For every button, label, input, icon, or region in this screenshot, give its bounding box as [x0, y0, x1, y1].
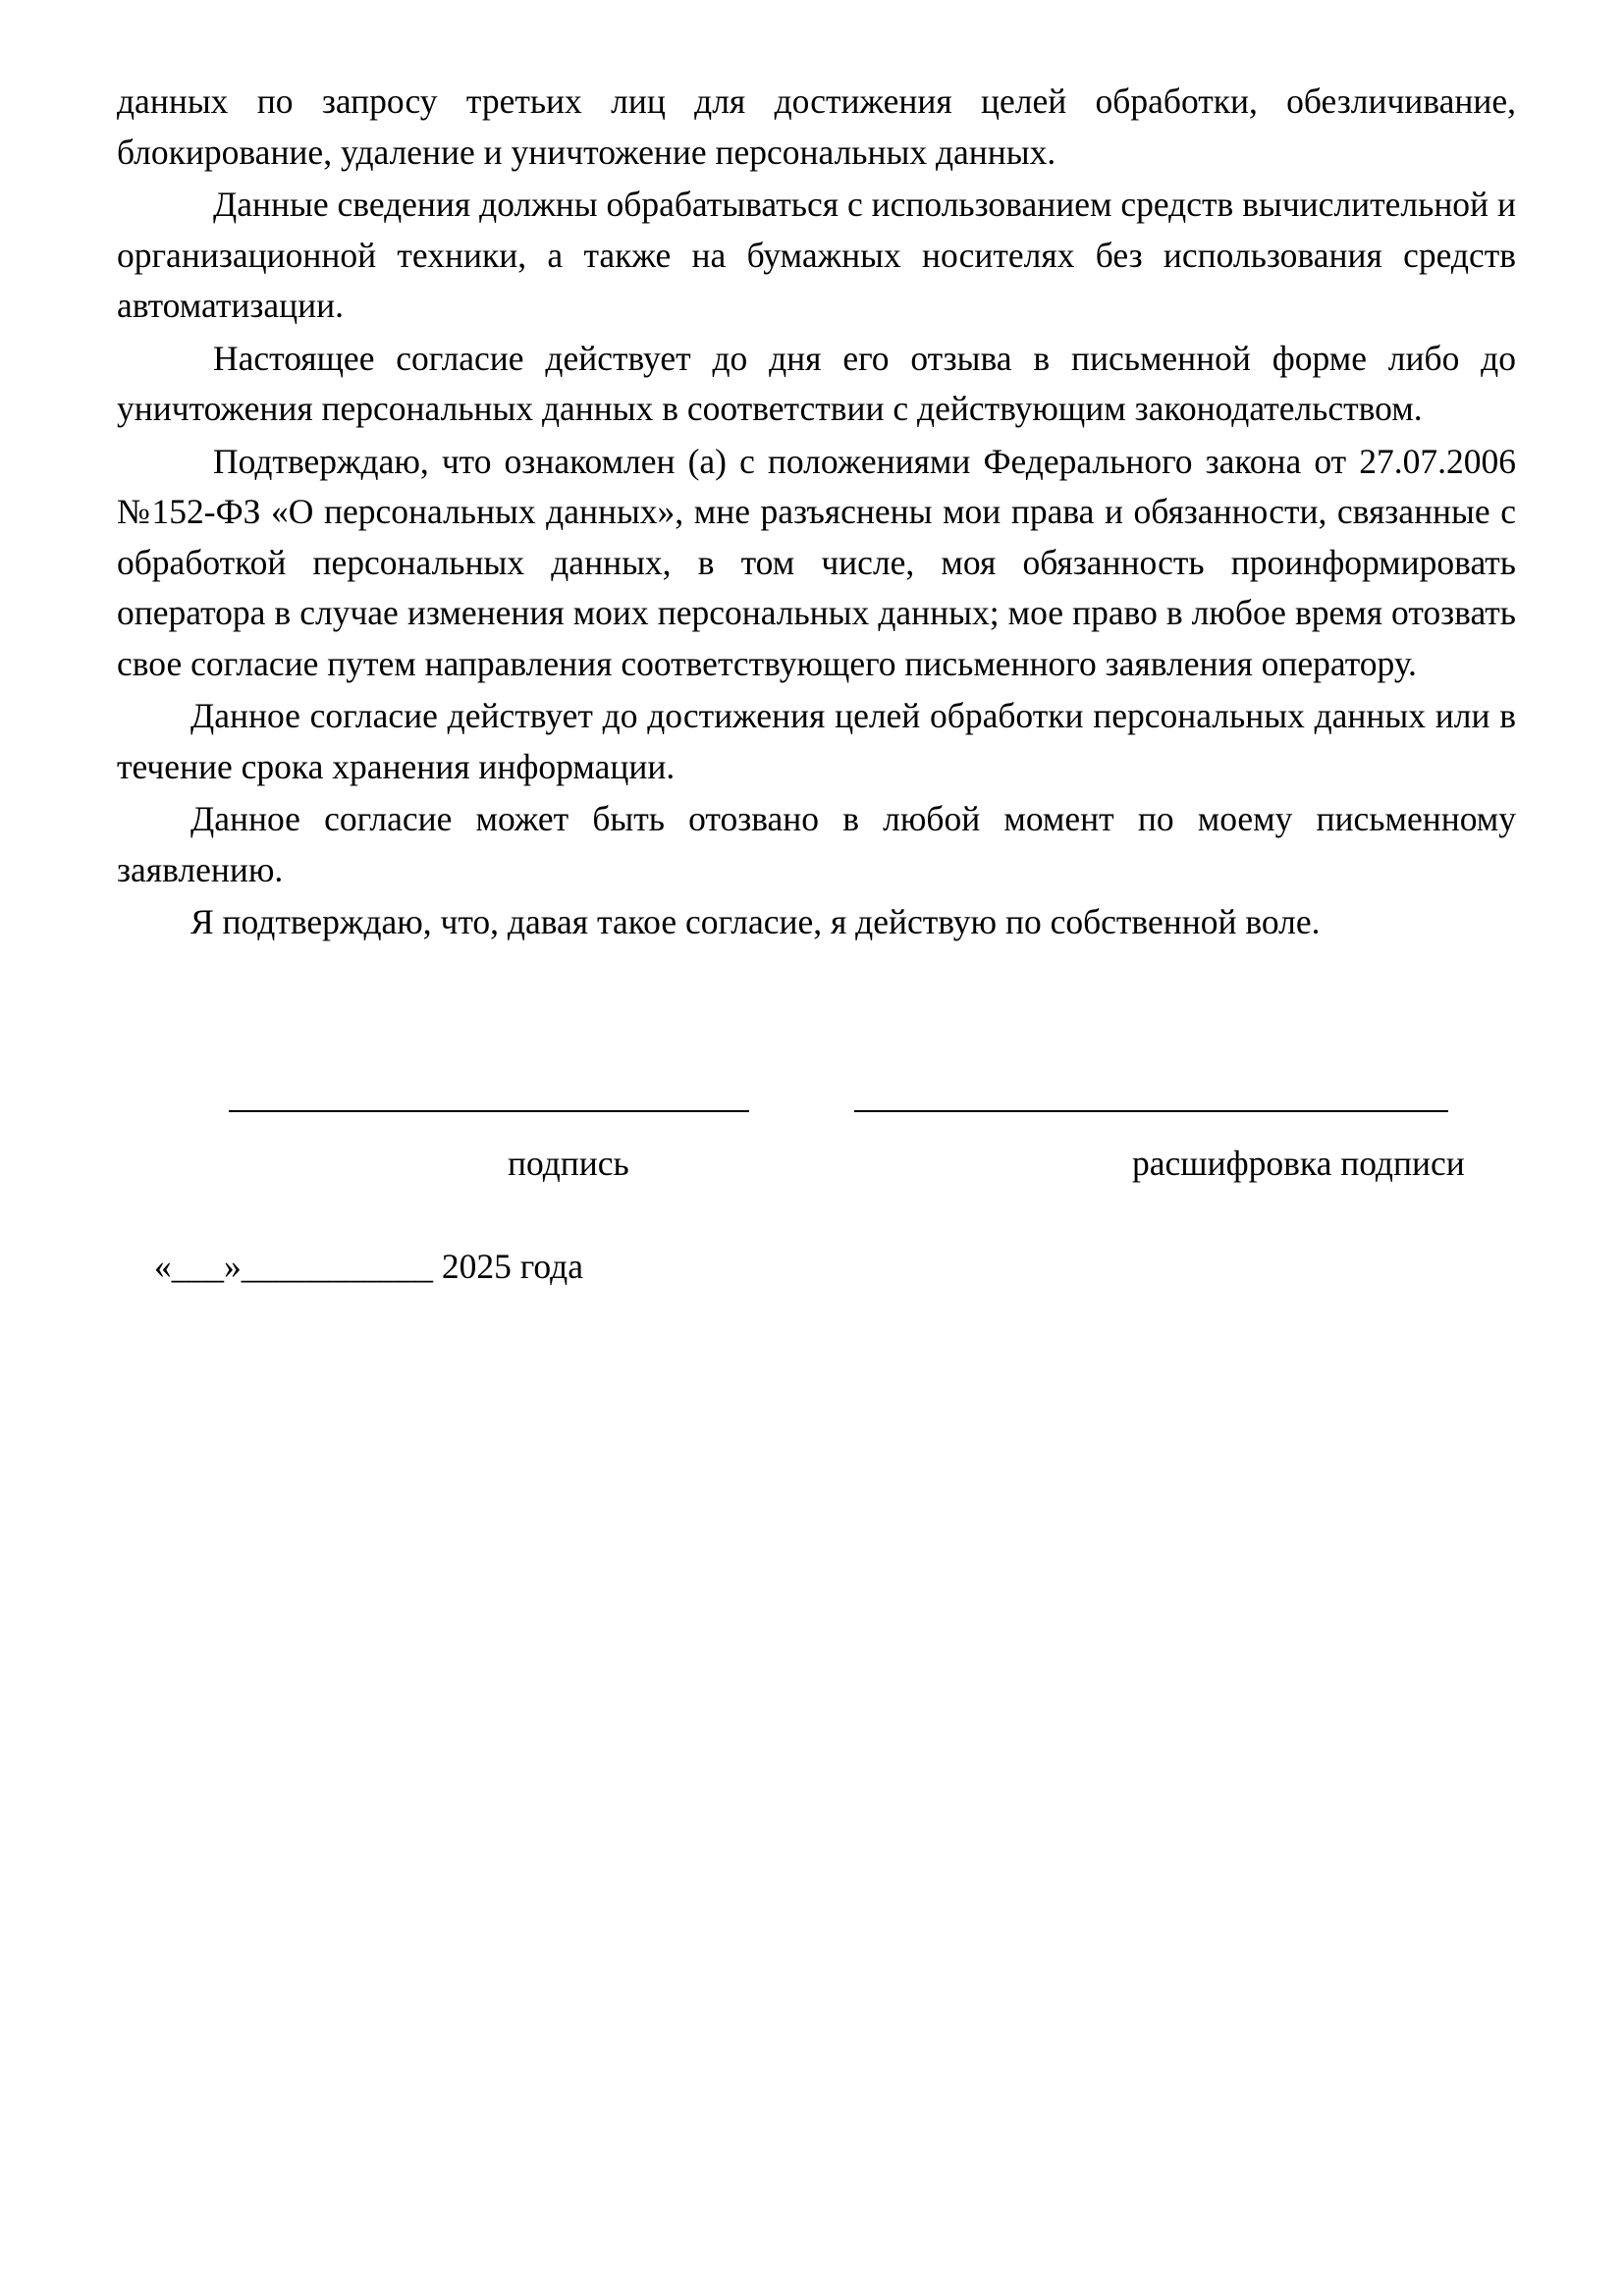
paragraph-consent-term: Данное согласие действует до достижения целей обработки персональных данных или в течение срока хранения информации.	[117, 696, 1516, 786]
signature-caption: подпись	[508, 1144, 629, 1183]
paragraph-processing-means: Данные сведения должны обрабатываться с использованием средств вычислительной и организационной техники, а также на бумажных носителях без использования средств автоматизации.	[117, 185, 1516, 325]
signature-line	[229, 1110, 749, 1112]
paragraph-free-will: Я подтверждаю, что, давая такое согласие, я действую по собственной воле.	[190, 902, 1321, 941]
signature-decoding-caption: расшифровка подписи	[1132, 1144, 1465, 1183]
date-line: «___»___________ 2025 года	[154, 1247, 583, 1286]
document-body	[117, 77, 1516, 950]
paragraph-consent-revocation: Данное согласие может быть отозвано в любой момент по моему письменному заявлению.	[117, 799, 1516, 889]
paragraph-consent-validity: Настоящее согласие действует до дня его отзыва в письменной форме либо до уничтожения персональных данных в соответствии с действующим законодательством.	[117, 338, 1516, 428]
paragraph-acknowledgement: Подтверждаю, что ознакомлен (а) с положениями Федерального закона от 27.07.2006 №152-ФЗ «О персональных данных», мне разъяснены мои права и обязанности, связанные с обработкой персональных данных, в том числе, моя обязанность проинформировать оператора в случае изменения моих персональных данных; мое право в любое время отозвать свое согласие путем направления соответствующего письменного заявления оператору.	[117, 441, 1516, 683]
signature-decoding-line	[854, 1110, 1448, 1112]
paragraph-processing-actions: данных по запросу третьих лиц для достижения целей обработки, обезличивание, блокирование, удаление и уничтожение персональных данных.	[117, 81, 1516, 172]
